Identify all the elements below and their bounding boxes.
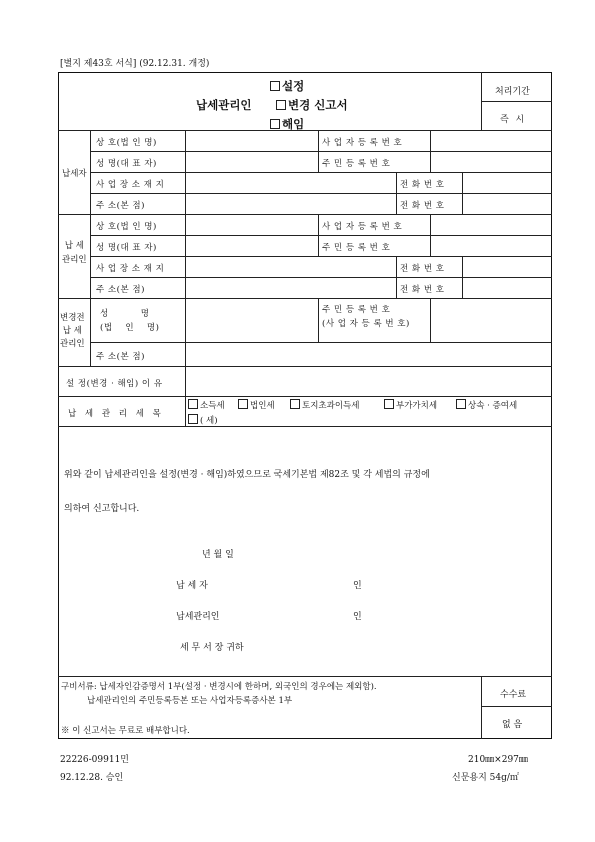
free-note: ※ 이 신고서는 무료로 배부합니다. — [61, 726, 190, 736]
checkbox-icon[interactable] — [290, 399, 300, 409]
required-docs-1: 구비서류: 납세자인감증명서 1부(설정 · 변경시에 한하며, 외국인의 경우에는 제외함). — [61, 682, 377, 692]
seal-mark: 인 — [353, 581, 362, 591]
title-option-2[interactable]: 변경 신고서 — [276, 97, 348, 113]
label-phone: 전 화 번 호 — [400, 285, 445, 295]
label-address: 주 소(본 점) — [96, 285, 145, 295]
title-option-1[interactable]: 설정 — [270, 78, 304, 94]
label-phone: 전 화 번 호 — [400, 264, 445, 274]
label-biz-no: 사 업 자 등 록 번 호 — [322, 222, 403, 232]
processing-value: 즉 시 — [500, 115, 527, 125]
label-phone: 전 화 번 호 — [400, 180, 445, 190]
tax-option-other[interactable]: ( 세) — [188, 414, 218, 426]
agent-label: 납세관리인 — [176, 612, 220, 622]
tax-option-vat[interactable]: 부가가치세 — [384, 399, 437, 411]
label-tax-items: 납 세 관 리 세 목 — [68, 409, 164, 419]
section-prev-agent: 변경전 납 세 관리인 — [60, 313, 85, 349]
label-rrn: 주 민 등 록 번 호 — [322, 243, 391, 253]
checkbox-icon[interactable] — [456, 399, 466, 409]
tax-option-inheritance[interactable]: 상속 · 증여세 — [456, 399, 517, 411]
label-address: 주 소(본 점) — [96, 201, 145, 211]
label-prev-rrn: 주 민 등 록 번 호 (사 업 자 등 록 번 호) — [322, 305, 410, 329]
label-phone: 전 화 번 호 — [400, 201, 445, 211]
tax-option-land[interactable]: 토지초과이득세 — [290, 399, 359, 411]
label-name: 성 명(대 표 자) — [96, 243, 157, 253]
seal-mark: 인 — [353, 612, 362, 622]
fee-value: 없 음 — [502, 720, 523, 730]
required-docs-2: 납세관리인의 주민등록등본 또는 사업자등록증사본 1부 — [87, 696, 293, 706]
declaration-date: 년 월 일 — [202, 550, 234, 560]
label-prev-name: 성 명 (법 인 명) — [100, 309, 160, 334]
label-biz-no: 사 업 자 등 록 번 호 — [322, 138, 403, 148]
section-agent: 납 세 관리인 — [62, 241, 87, 265]
section-taxpayer: 납세자 — [62, 169, 87, 179]
label-biz-addr: 사 업 장 소 재 지 — [96, 180, 165, 190]
checkbox-icon[interactable] — [188, 414, 198, 424]
label-name: 성 명(대 표 자) — [96, 159, 157, 169]
checkbox-icon[interactable] — [270, 81, 280, 91]
checkbox-icon[interactable] — [384, 399, 394, 409]
checkbox-icon[interactable] — [276, 100, 286, 110]
paper-size: 210㎜×297㎜ — [468, 755, 528, 765]
processing-label: 처리기간 — [495, 87, 530, 97]
fee-label: 수수료 — [500, 690, 527, 700]
title-option-3[interactable]: 해임 — [270, 116, 304, 132]
label-rrn: 주 민 등 록 번 호 — [322, 159, 391, 169]
paper-type: 신문용지 54g/㎡ — [452, 773, 519, 783]
tax-option-corporate[interactable]: 법인세 — [238, 399, 275, 411]
approval-date: 92.12.28. 승인 — [60, 773, 124, 783]
checkbox-icon[interactable] — [238, 399, 248, 409]
label-reason: 설 정(변경 · 해임) 이 유 — [66, 379, 163, 389]
checkbox-icon[interactable] — [188, 399, 198, 409]
form-code: 22226-09911민 — [60, 755, 129, 765]
checkbox-icon[interactable] — [270, 119, 280, 129]
declaration-line1: 위와 같이 납세관리인을 설정(변경 · 해임)하였으므로 국세기본법 제82조 및 각 세법의 규정에 — [64, 470, 430, 480]
declaration-line2: 의하여 신고합니다. — [64, 504, 140, 514]
recipient: 세 무 서 장 귀하 — [180, 643, 244, 653]
taxpayer-label: 납 세 자 — [176, 581, 208, 591]
form-title: 납세관리인 — [196, 98, 252, 112]
tax-option-income[interactable]: 소득세 — [188, 399, 225, 411]
label-biz-addr: 사 업 장 소 재 지 — [96, 264, 165, 274]
label-address: 주 소(본 점) — [96, 352, 145, 362]
label-company: 상 호(법 인 명) — [96, 138, 157, 148]
form-id: [별지 제43호 서식] (92.12.31. 개정) — [60, 59, 210, 69]
label-company: 상 호(법 인 명) — [96, 222, 157, 232]
